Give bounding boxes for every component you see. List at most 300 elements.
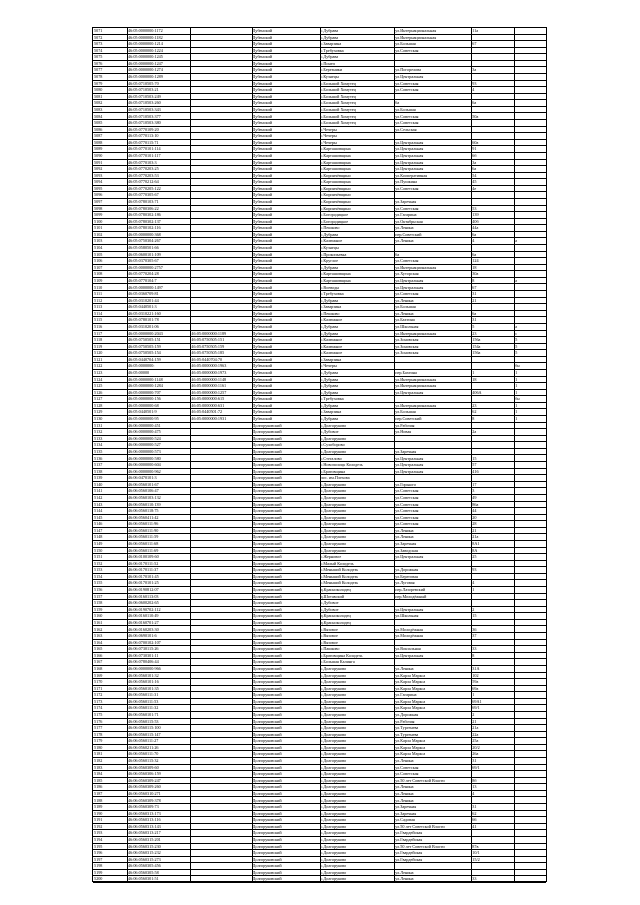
extra-cell bbox=[514, 686, 546, 692]
row-number-cell: 5088 bbox=[94, 139, 103, 145]
cadastral-number-cell: 46:06:0000000:527 bbox=[127, 442, 161, 448]
street-cell: ул.Заречная bbox=[395, 448, 417, 454]
settlement-cell: с.Долгоруково bbox=[320, 876, 347, 882]
parent-number-cell bbox=[190, 225, 251, 231]
row-number-cell: 5184 bbox=[94, 771, 103, 777]
street-cell: ул.Береговая bbox=[395, 573, 418, 579]
settlement-cell: с.Чечеры bbox=[320, 363, 337, 369]
district-cell: Долгоруковский bbox=[252, 850, 282, 856]
street-cell bbox=[394, 61, 471, 67]
extra-cell bbox=[514, 219, 546, 225]
settlement-cell: с.Кирпичёвщино bbox=[320, 192, 351, 198]
house-cell bbox=[471, 442, 514, 448]
parent-number-cell bbox=[190, 587, 251, 593]
district-cell: Долгоруковский bbox=[252, 600, 282, 606]
row-number-cell: 5108 bbox=[94, 271, 103, 277]
extra-cell: 5 bbox=[515, 343, 518, 349]
settlement-cell: с.Малый Колодезь bbox=[320, 560, 354, 566]
district-cell: Дубенский bbox=[252, 337, 272, 343]
house-cell bbox=[471, 107, 514, 113]
extra-cell bbox=[514, 587, 546, 593]
house-cell: 37 bbox=[472, 633, 477, 639]
district-cell: Дубенский bbox=[252, 389, 272, 395]
column-divider bbox=[394, 28, 395, 881]
settlement-cell: с.Долгоруково bbox=[320, 863, 347, 869]
parent-number-cell bbox=[190, 160, 251, 166]
settlement-cell: с.Долгоруково bbox=[320, 830, 347, 836]
district-cell: Дубенский bbox=[252, 317, 272, 323]
cadastral-number-cell: 46:06:0560106:47 bbox=[127, 488, 159, 494]
cadastral-number-cell: 46:05:0770115:71 bbox=[127, 139, 159, 145]
settlement-cell: с.Чечеры bbox=[320, 139, 337, 145]
street-cell: ул.Ленина bbox=[395, 790, 414, 796]
row-number-cell: 5090 bbox=[94, 152, 103, 158]
settlement-cell: с.Братовщина bbox=[320, 468, 346, 474]
extra-cell bbox=[514, 594, 546, 600]
district-cell: Долгоруковский bbox=[252, 455, 282, 461]
row-number-cell: 5077 bbox=[94, 67, 103, 73]
row-number-cell: 5089 bbox=[94, 146, 103, 152]
cadastral-number-cell: 46:06:0560111:27 bbox=[127, 738, 159, 744]
district-cell: Дубенский bbox=[252, 376, 272, 382]
extra-cell bbox=[514, 166, 546, 172]
district-cell: Долгоруковский bbox=[252, 836, 282, 842]
district-cell: Долгоруковский bbox=[252, 527, 282, 533]
settlement-cell: с.Большой Хомутец bbox=[320, 106, 356, 112]
parent-number-cell: 46:05:0000000:1189 bbox=[191, 330, 227, 336]
settlement-cell: с.Вязовое bbox=[320, 639, 338, 645]
extra-cell bbox=[514, 613, 546, 619]
settlement-cell: с.Долгоруково bbox=[320, 810, 347, 816]
house-cell: 45 bbox=[472, 179, 477, 185]
extra-cell bbox=[514, 600, 546, 606]
street-cell: ул.Центральная bbox=[395, 152, 424, 158]
settlement-cell: с.Дубрава bbox=[320, 416, 339, 422]
street-cell: ул.Советская bbox=[395, 205, 419, 211]
row-number-cell: 5115 bbox=[94, 317, 103, 323]
settlement-cell: с.Кузнецы bbox=[320, 245, 339, 251]
district-cell: Долгоруковский bbox=[252, 442, 282, 448]
row-number-cell: 5195 bbox=[94, 843, 103, 849]
cadastral-number-cell: 46:05:0000000:1148 bbox=[127, 376, 163, 382]
settlement-cell: с.Прокопьевка bbox=[320, 251, 347, 257]
district-cell: Дубенский bbox=[252, 60, 272, 66]
extra-cell bbox=[514, 837, 546, 843]
street-cell: ул.Центральная bbox=[395, 284, 424, 290]
house-cell: 15/2 bbox=[472, 856, 480, 862]
house-cell: 6а bbox=[472, 231, 477, 237]
cadastral-number-cell: 46:06:0560115:147 bbox=[127, 731, 161, 737]
row-number-cell: 5150 bbox=[94, 547, 103, 553]
cadastral-number-cell: 46:06:0170101:25 bbox=[127, 580, 159, 586]
extra-cell bbox=[514, 627, 546, 633]
district-cell: Долгоруковский bbox=[252, 705, 282, 711]
parent-number-cell bbox=[190, 725, 251, 731]
settlement-cell: с.Долгоруково bbox=[320, 751, 347, 757]
house-cell: 21 bbox=[472, 718, 477, 724]
cadastral-number-cell: 46:06:0000000:475 bbox=[127, 429, 161, 435]
settlement-cell: с.Кирпичёвщино bbox=[320, 185, 351, 191]
extra-cell bbox=[514, 548, 546, 554]
house-cell: 21а bbox=[472, 725, 479, 731]
district-cell: Дубенский bbox=[252, 304, 272, 310]
house-cell: 44 bbox=[472, 508, 477, 514]
row-number-cell: 5085 bbox=[94, 120, 103, 126]
cadastral-number-cell: 46:06:0560101:35 bbox=[127, 685, 159, 691]
district-cell: Дубенский bbox=[252, 416, 272, 422]
parent-number-cell bbox=[190, 278, 251, 284]
cadastral-number-cell: 46:05:0770212:64 bbox=[127, 179, 159, 185]
row-number-cell: 5149 bbox=[94, 541, 103, 546]
district-cell: Долгоруковский bbox=[252, 613, 282, 619]
house-cell: 18 bbox=[472, 376, 477, 382]
house-cell: 2 bbox=[472, 606, 475, 612]
cadastral-number-cell: 46:05:0710503:380 bbox=[127, 120, 161, 126]
cadastral-number-cell: 46:06:0560111:70 bbox=[127, 751, 159, 757]
settlement-cell: с.Долгоруково bbox=[320, 521, 347, 527]
parent-number-cell bbox=[190, 712, 251, 718]
extra-cell bbox=[514, 429, 546, 435]
settlement-cell: с.Долгоруково bbox=[320, 758, 347, 764]
parent-number-cell bbox=[190, 804, 251, 810]
row-number-cell: 5130 bbox=[94, 416, 103, 422]
row-number-cell: 5120 bbox=[94, 350, 103, 356]
cadastral-number-cell: 46:05:0000000:1284 bbox=[127, 383, 163, 389]
settlement-cell: с.Долгоруково bbox=[320, 856, 347, 862]
settlement-cell: с.Долгоруково bbox=[320, 679, 347, 685]
house-cell: 21 bbox=[472, 527, 477, 533]
settlement-cell: с.Долгоруково bbox=[320, 672, 347, 678]
parent-number-cell bbox=[190, 528, 251, 534]
street-cell bbox=[394, 94, 471, 100]
cadastral-number-cell: 46:06:0560313:173 bbox=[127, 810, 161, 816]
parent-number-cell bbox=[190, 488, 251, 494]
row-number-cell: 5173 bbox=[94, 698, 103, 704]
row-number-cell: 5158 bbox=[94, 600, 103, 606]
house-cell: 31 bbox=[472, 758, 477, 764]
settlement-cell: с.Долгоруково bbox=[320, 541, 347, 546]
cadastral-number-cell: 46:06:0560115:32 bbox=[127, 758, 159, 764]
cadastral-number-cell: 46:05:0780306:22 bbox=[127, 205, 159, 211]
extra-cell bbox=[514, 442, 546, 448]
house-cell: 4 bbox=[472, 238, 475, 244]
extra-cell bbox=[514, 640, 546, 646]
settlement-cell: с.Требуховка bbox=[320, 291, 344, 297]
extra-cell bbox=[514, 48, 546, 54]
street-cell: ул.Интернациональная bbox=[395, 264, 437, 270]
settlement-cell: с.Круглое bbox=[320, 258, 338, 264]
parent-number-cell: 46:05:0000000:1963 bbox=[191, 363, 227, 369]
district-cell: Долгоруковский bbox=[252, 468, 282, 474]
cadastral-number-cell: 46:06:0560101:71 bbox=[127, 712, 159, 717]
parent-number-cell bbox=[190, 107, 251, 113]
house-cell bbox=[471, 61, 514, 67]
extra-cell bbox=[514, 436, 546, 442]
parent-number-cell bbox=[190, 738, 251, 744]
row-number-cell: 5119 bbox=[94, 343, 103, 349]
cadastral-number-cell: 46:06:0560111:69 bbox=[127, 547, 159, 553]
row-number-cell: 5124 bbox=[94, 376, 103, 382]
row-number-cell: 5080 bbox=[94, 87, 103, 93]
street-cell: ул.Школьная bbox=[395, 613, 419, 619]
settlement-cell: с.Пешково bbox=[320, 310, 340, 316]
extra-cell bbox=[514, 574, 546, 580]
settlement-cell: с.Воеводы bbox=[320, 284, 340, 290]
district-cell: Дубенский bbox=[252, 251, 272, 257]
row-number-cell: 5192 bbox=[94, 823, 103, 829]
settlement-cell: с.Долгоруково bbox=[320, 731, 347, 737]
street-cell bbox=[394, 475, 471, 481]
settlement-cell: с.Карташовщина bbox=[320, 166, 351, 172]
row-number-cell: 5084 bbox=[94, 113, 103, 119]
extra-cell bbox=[514, 212, 546, 218]
street-cell: ул.Большая bbox=[395, 409, 416, 415]
district-cell: Долгоруковский bbox=[252, 771, 282, 777]
street-cell: ул.Советская bbox=[395, 185, 419, 191]
street-cell: ул.Центральная bbox=[395, 554, 424, 560]
house-cell: 28 bbox=[472, 521, 477, 527]
parent-number-cell bbox=[190, 100, 251, 106]
settlement-cell: с.Долгоруково bbox=[320, 698, 347, 704]
row-number-cell: 5175 bbox=[94, 712, 103, 717]
district-cell: Дубенский bbox=[252, 146, 272, 152]
cadastral-number-cell: 46:05:0000000: bbox=[127, 363, 155, 369]
row-number-cell: 5105 bbox=[94, 251, 103, 257]
street-cell: ул.Гагарина bbox=[395, 212, 417, 218]
settlement-cell: с.Дубрава bbox=[320, 231, 339, 237]
street-cell: ул.Центральная bbox=[395, 139, 424, 145]
parent-number-cell bbox=[190, 317, 251, 323]
settlement-cell: с.Долгоруково bbox=[320, 712, 347, 717]
street-cell: ул.Советская bbox=[395, 771, 419, 777]
row-number-cell: 5186 bbox=[94, 784, 103, 790]
cadastral-number-cell: 46:06:0170111:37 bbox=[127, 567, 159, 573]
extra-cell bbox=[514, 133, 546, 139]
parent-number-cell bbox=[190, 732, 251, 738]
cadastral-number-cell: 46:05:0000000:2757 bbox=[127, 264, 163, 270]
extra-cell bbox=[514, 186, 546, 192]
settlement-cell: с.Требуховка bbox=[320, 396, 344, 402]
extra-cell bbox=[514, 791, 546, 797]
cadastral-number-cell: 46:06:0560306:159 bbox=[127, 771, 161, 777]
cadastral-number-cell: 46:06:0730301:11 bbox=[127, 652, 159, 658]
row-number-cell: 5172 bbox=[94, 692, 103, 698]
district-cell: Долгоруковский bbox=[252, 731, 282, 737]
parent-number-cell bbox=[190, 541, 251, 547]
settlement-cell: с.Дубрава bbox=[320, 34, 339, 40]
cadastral-number-cell: 46:06:0470101:3 bbox=[127, 475, 157, 481]
settlement-cell: с.Долгоруково bbox=[320, 481, 347, 487]
settlement-cell: с.Чечеры bbox=[320, 126, 337, 132]
district-cell: Дубенский bbox=[252, 133, 272, 139]
extra-cell bbox=[514, 738, 546, 744]
cadastral-number-cell: 46:06:0560211:26 bbox=[127, 744, 159, 750]
extra-cell: а bbox=[515, 277, 518, 283]
parent-number-cell bbox=[190, 534, 251, 540]
settlement-cell: с.Понеп bbox=[320, 60, 335, 66]
street-cell: ул.Советская bbox=[395, 258, 419, 264]
street-cell bbox=[394, 54, 471, 60]
extra-cell bbox=[514, 830, 546, 836]
parent-number-cell bbox=[190, 87, 251, 93]
row-number-cell: 5155 bbox=[94, 580, 103, 586]
house-cell: 4 bbox=[472, 87, 475, 93]
parent-number-cell bbox=[190, 212, 251, 218]
parent-number-cell bbox=[190, 830, 251, 836]
extra-cell bbox=[514, 265, 546, 271]
row-number-cell: 5193 bbox=[94, 830, 103, 836]
row-number-cell: 5177 bbox=[94, 725, 103, 731]
row-number-cell: 5112 bbox=[94, 297, 103, 303]
extra-cell bbox=[514, 659, 546, 665]
district-cell: Дубенский bbox=[252, 271, 272, 277]
district-cell: Дубенский bbox=[252, 284, 272, 290]
parent-number-cell bbox=[190, 469, 251, 475]
parent-number-cell bbox=[190, 495, 251, 501]
row-number-cell: 5162 bbox=[94, 626, 103, 632]
district-cell: Долгоруковский bbox=[252, 606, 282, 612]
row-number-cell: 5123 bbox=[94, 370, 103, 375]
parent-number-cell bbox=[190, 876, 251, 882]
row-number-cell: 5183 bbox=[94, 764, 103, 770]
settlement-cell: с.Дубовое bbox=[320, 600, 339, 606]
cadastral-number-cell: 46:06:0560315:232 bbox=[127, 850, 161, 856]
street-cell: ул.Сельская bbox=[395, 126, 417, 132]
settlement-cell: с.Калюжное bbox=[320, 337, 343, 343]
cadastral-number-cell: 46:06:0000000:966 bbox=[127, 665, 161, 671]
house-cell: 50а bbox=[472, 113, 479, 119]
street-cell: ул.Ленина bbox=[395, 297, 414, 303]
row-number-cell: 5118 bbox=[94, 337, 103, 343]
district-cell: Дубенский bbox=[252, 47, 272, 53]
district-cell: Дубенский bbox=[252, 402, 272, 408]
street-cell: ул.Интернациональная bbox=[395, 28, 437, 33]
street-cell bbox=[394, 659, 471, 665]
settlement-cell: с.Заварзина bbox=[320, 41, 342, 47]
street-cell: ул.Вокзальная bbox=[395, 646, 421, 652]
extra-cell bbox=[514, 153, 546, 159]
row-number-cell: 5147 bbox=[94, 527, 103, 533]
district-cell: Долгоруковский bbox=[252, 659, 282, 665]
parent-number-cell bbox=[190, 567, 251, 573]
row-number-cell: 5171 bbox=[94, 685, 103, 691]
house-cell bbox=[471, 798, 514, 804]
district-cell: Дубенский bbox=[252, 93, 272, 99]
street-cell: ул.Центральная bbox=[395, 74, 424, 80]
cadastral-number-cell: 46:05:0780302:137 bbox=[127, 218, 161, 224]
parent-number-cell bbox=[190, 199, 251, 205]
row-number-cell: 5110 bbox=[94, 284, 103, 290]
cadastral-number-cell: 46:05:0710503:260 bbox=[127, 100, 161, 106]
district-cell: Долгоруковский bbox=[252, 514, 282, 520]
extra-cell bbox=[514, 521, 546, 527]
row-number-cell: 5140 bbox=[94, 481, 103, 487]
street-cell: ул.Новая bbox=[395, 429, 412, 435]
district-cell: Дубенский bbox=[252, 100, 272, 106]
parent-number-cell: 46:05:0000000:615 bbox=[191, 396, 225, 402]
extra-cell bbox=[514, 646, 546, 652]
street-cell: ул.Зоновская bbox=[395, 343, 419, 349]
cadastral-number-cell: 46:05:0750505:154 bbox=[127, 350, 161, 356]
row-number-cell: 5107 bbox=[94, 264, 103, 270]
street-cell: ул.Карла Маркса bbox=[395, 751, 426, 757]
house-cell bbox=[471, 133, 514, 139]
settlement-cell: с.Дубрава bbox=[320, 54, 339, 60]
parent-number-cell bbox=[190, 252, 251, 258]
extra-cell bbox=[514, 653, 546, 659]
street-cell: ул.Садовая bbox=[395, 817, 415, 823]
district-cell: Дубенский bbox=[252, 41, 272, 47]
street-cell: ул.Центральная bbox=[395, 652, 424, 658]
column-divider bbox=[252, 28, 253, 881]
parent-number-cell bbox=[190, 120, 251, 126]
settlement-cell: с.Братовщина Колодезь bbox=[320, 652, 363, 658]
settlement-cell: д.Шотавский bbox=[320, 593, 345, 599]
district-cell: Долгоруковский bbox=[252, 672, 282, 678]
district-cell: Долгоруковский bbox=[252, 639, 282, 645]
row-number-cell: 5114 bbox=[94, 310, 103, 316]
settlement-cell: с.Калюжное bbox=[320, 350, 343, 356]
house-cell: 54 bbox=[472, 172, 477, 178]
row-number-cell: 5098 bbox=[94, 205, 103, 211]
extra-cell bbox=[514, 291, 546, 297]
settlement-cell: с.Долгоруково bbox=[320, 771, 347, 777]
street-cell: ул.Карла Маркса bbox=[395, 705, 426, 711]
extra-cell: 5 bbox=[515, 337, 518, 343]
house-cell: 406А bbox=[472, 389, 482, 395]
row-number-cell: 5176 bbox=[94, 718, 103, 724]
district-cell: Долгоруковский bbox=[252, 580, 282, 586]
street-cell: ул.Рабочая bbox=[395, 718, 415, 724]
settlement-cell: с.Дубрава bbox=[320, 402, 339, 408]
street-cell: ул.Хуторская bbox=[395, 271, 419, 277]
settlement-cell: с.Богородицкое bbox=[320, 212, 349, 218]
extra-cell bbox=[514, 666, 546, 672]
extra-cell bbox=[514, 160, 546, 166]
house-cell bbox=[471, 870, 514, 876]
street-cell bbox=[394, 561, 471, 567]
settlement-cell: с.Долгоруково bbox=[320, 764, 347, 770]
district-cell: Долгоруковский bbox=[252, 429, 282, 435]
house-cell: 31А bbox=[472, 665, 480, 671]
extra-cell bbox=[514, 232, 546, 238]
row-number-cell: 5117 bbox=[94, 330, 103, 336]
extra-cell bbox=[514, 502, 546, 508]
column-divider bbox=[320, 28, 321, 881]
street-cell: ул.Дорожная bbox=[395, 567, 419, 573]
row-number-cell: 5197 bbox=[94, 856, 103, 862]
street-cell bbox=[394, 620, 471, 626]
row-number-cell: 5102 bbox=[94, 231, 103, 237]
extra-cell bbox=[514, 87, 546, 93]
cadastral-number-cell: 46:05:0000000:1247 bbox=[127, 60, 163, 66]
house-cell: 69/1 bbox=[472, 705, 480, 711]
house-cell bbox=[471, 74, 514, 80]
row-number-cell: 5092 bbox=[94, 166, 103, 172]
parent-number-cell bbox=[190, 521, 251, 527]
extra-cell bbox=[514, 870, 546, 876]
row-number-cell: 5073 bbox=[94, 41, 103, 47]
street-cell: ул.Гвардейская bbox=[395, 830, 423, 836]
parent-number-cell bbox=[190, 456, 251, 462]
settlement-cell: с.Долгоруково bbox=[320, 744, 347, 750]
house-cell: 21а bbox=[472, 534, 479, 540]
parent-number-cell bbox=[190, 857, 251, 863]
extra-cell bbox=[514, 192, 546, 198]
cadastral-number-cell: 46:06:0560111:96 bbox=[127, 521, 159, 527]
house-cell: 93 bbox=[472, 80, 477, 86]
district-cell: Дубенский bbox=[252, 34, 272, 40]
